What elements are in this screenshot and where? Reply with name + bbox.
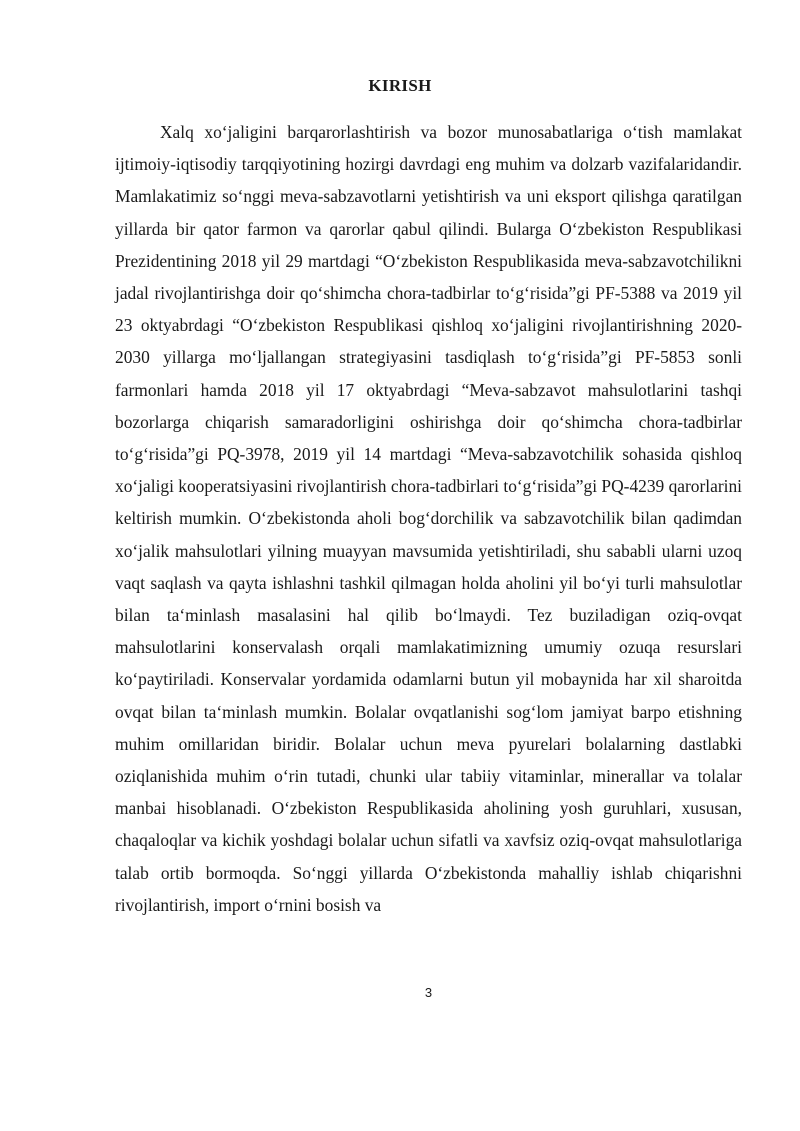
page-number: 3 — [424, 985, 433, 1000]
page-title: KIRISH — [368, 76, 432, 95]
body-paragraph: Xalq xo‘jaligini barqarorlashtirish va bozor munosabatlariga o‘tish mamlakat ijtimoiy-iqtisodiy tarqqiyotining hozirgi davrdagi eng muhim va dolzarb vazifalaridandir. Mamlakatimiz so‘nggi meva-sabzavotlarni yetishtirish va uni eksport qilishga qaratilgan yillarda bir qator farmon va qarorlar qabul qilindi. Bularga O‘zbekiston Respublikasi Prezidentining 2018 yil 29 martdagi “O‘zbekiston Respublikasida meva-sabzavotchilikni jadal rivojlantirishga doir qo‘shimcha chora-tadbirlar to‘g‘risida”gi PF-5388 va 2019 yil 23 oktyabrdagi “O‘zbekiston Respublikasi qishloq xo‘jaligini rivojlantirishning 2020-2030 yillarga mo‘ljallangan strategiyasini tasdiqlash to‘g‘risida”gi PF-5853 sonli farmonlari hamda 2018 yil 17 oktyabrdagi “Meva-sabzavot mahsulotlarini tashqi bozorlarga chiqarish samaradorligini oshirishga doir qo‘shimcha chora-tadbirlar to‘g‘risida”gi PQ-3978, 2019 yil 14 martdagi “Meva-sabzavotchilik sohasida qishloq xo‘jaligi kooperatsiyasini rivojlantirish chora-tadbirlari to‘g‘risida”gi PQ-4239 qarorlarini keltirish mumkin. O‘zbekistonda aholi bog‘dorchilik va sabzavotchilik bilan qadimdan xo‘jalik mahsulotlari yilning muayyan mavsumida yetishtiriladi, shu sababli ularni uzoq vaqt saqlash va qayta ishlashni tashkil qilmagan holda aholini yil bo‘yi turli mahsulotlar bilan ta‘minlash masalasini hal qilib bo‘lmaydi. Tez buziladigan oziq-ovqat mahsulotlarini konservalash orqali mamlakatimizning umumiy ozuqa resurslari ko‘paytiriladi. Konservalar yordamida odamlarni butun yil mobaynida har xil sharoitda ovqat bilan ta‘minlash mumkin. Bolalar ovqatlanishi sog‘lom jamiyat barpo etishning muhim omillaridan biridir. Bolalar uchun meva pyurelari bolalarning dastlabki oziqlanishida muhim o‘rin tutadi, chunki ular tabiiy vitaminlar, minerallar va tolalar manbai hisoblanadi. O‘zbekiston Respublikasida aholining yosh guruhlari, xususan, chaqaloqlar va kichik yoshdagi bolalar uchun sifatli va xavfsiz oziq-ovqat mahsulotlariga talab ortib bormoqda. So‘nggi yillarda O‘zbekistonda mahalliy ishlab chiqarishni rivojlantirish, import o‘rnini bosish va — [115, 122, 742, 915]
